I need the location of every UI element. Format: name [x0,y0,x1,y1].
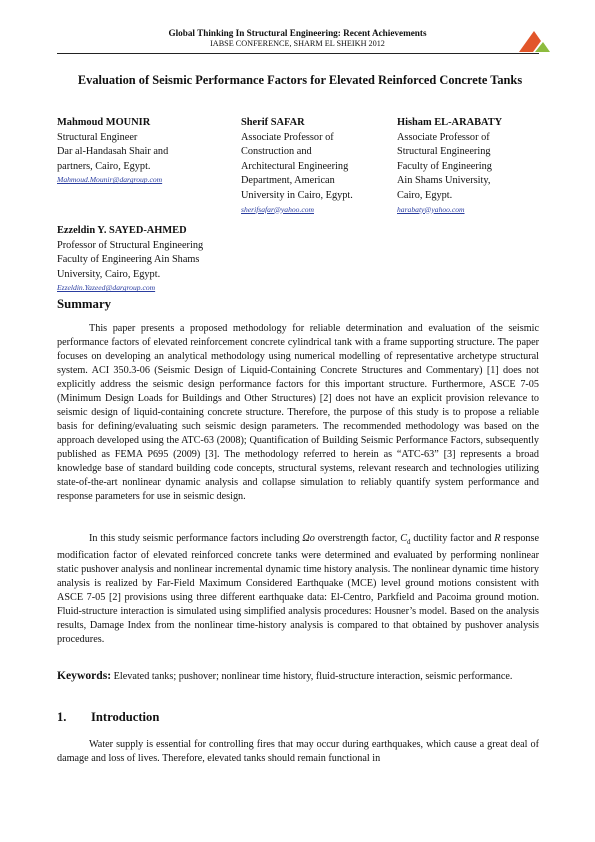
paper-title: Evaluation of Seismic Performance Factors for Elevated Reinforced Concrete Tanks [77,73,523,87]
author-name: Mahmoud MOUNIR [57,117,151,128]
author-name: Sherif SAFAR [241,117,305,128]
summary-heading: Summary [57,297,112,311]
author-block [397,116,539,216]
header-divider [57,53,539,54]
author-affiliation-line: Cairo, Egypt. [397,189,453,201]
author-affiliation-line: Faculty of Engineering Ain Shams [57,254,200,266]
section-heading [57,710,159,725]
author-affiliation-line: Dar al-Handasah Shair and [57,146,169,158]
author-block [57,116,232,186]
author-affiliation-line: Faculty of Engineering [397,160,492,172]
keywords-section [57,669,539,684]
author-affiliation-line: Professor of Structural Engineering [57,239,204,251]
author-name: Ezzeldin Y. SAYED-AHMED [57,225,187,236]
author-affiliation-line: University, Cairo, Egypt. [57,268,161,280]
author-block [241,116,391,216]
conference-title: Global Thinking In Structural Engineering: Recent Achievements [168,28,427,38]
summary-paragraph: This paper presents a proposed methodology for reliable determination and evaluation of the seismic performance factors of elevated reinforcement concrete cylindrical tank with a frame supporting structure. The paper focuses on developing an analytical methodology using numerical modelling of representative archetype structural system. ACI 350.3-06 (Seismic Design of Liquid-Containing Concrete Structures and Commentary) [1] does not explicitly address the seismic design performance factors for this important structure. Furthermore, ASCE 7-05 (Minimum Design Loads for Buildings and Other Structures) [2] does not have an explicit provision relevance to seismic design of liquid-containing concrete structure. Therefore, the purpose of this study is to propose a reliable basis for defining/evaluating such seismic design parameters. The recommended methodology was based on the approach developed using the ATC-63 (2008); Quantification of Building Seismic Performance Factors, subsequently published as FEMA P695 (2009) [3]. The methodology referred to herein as “ATC-63” [3] represents a broad knowledge base of standard building code concepts, structural systems, relevant research and technologies utilizing state-of-the-art nonlinear dynamic analysis and collapse simulation to reliably quantify system performance and response parameters for use in seismic design. [57,323,539,502]
author-affiliation-line: Structural Engineer [57,131,138,143]
author-affiliation-line: Department, American [241,175,335,187]
author-affiliation-line: Associate Professor of [397,131,490,143]
section-title: Introduction [91,710,160,724]
author-affiliation-line: Architectural Engineering [241,160,349,172]
conference-subtitle: IABSE CONFERENCE, SHARM EL SHEIKH 2012 [210,39,385,48]
section-number: 1. [57,710,67,724]
keywords-text: Elevated tanks; pushover; nonlinear time history, fluid-structure interaction, seismic performance. [113,671,513,682]
keywords-label: Keywords: [57,669,112,682]
author-affiliation-line: partners, Cairo, Egypt. [57,160,151,172]
cd-symbol: C [400,533,407,544]
conference-header [0,28,595,49]
author-affiliation-line: Structural Engineering [397,146,491,158]
author-affiliation-line: Construction and [241,146,312,158]
r-symbol: R [494,533,501,544]
author-block [57,224,287,294]
author-email-link[interactable]: sherifsafar@yahoo.com [241,204,315,214]
summary-paragraph: In this study seismic performance factors including Ωo overstrength factor, $C_d$ ductility factor and R response modification factor of elevated reinforced concrete tanks were determined and evaluated by performing nonlinear static pushover analysis and nonlinear incremental dynamic time history analysis. The nonlinear dynamic time history analysis is realized by Far-Field Maximum Considered Earthquake (MCE) level ground motions consistent with ASCE 7-05 [2] provisions using three different earthquake data: El-Centro, Parkfield and Pacoima ground motion. Fluid-structure interaction is simulated using simplified analysis procedures: Housner’s model. Based on the analysis results, Damage Index from the nonlinear time-history analysis is compared to that obtained by pushover analysis procedures. [57,533,540,646]
author-email-link[interactable]: Ezzeldin.Yazeed@dargroup.com [57,283,156,293]
author-email-link[interactable]: harabaty@yahoo.com [397,204,465,214]
omega-symbol: Ωo [302,533,315,544]
author-email-link[interactable]: Mahmoud.Mounir@dargroup.com [57,175,163,185]
intro-paragraph: Water supply is essential for controlling fires that may occur during earthquakes, which cause a great deal of damage and loss of lives. Therefore, elevated tanks should remain functional in [57,739,539,764]
author-name: Hisham EL-ARABATY [397,117,503,128]
author-affiliation-line: Associate Professor of [241,131,334,143]
author-affiliation-line: University in Cairo, Egypt. [241,189,353,201]
author-affiliation-line: Ain Shams University, [397,175,491,187]
iabse-logo-icon [517,30,551,52]
